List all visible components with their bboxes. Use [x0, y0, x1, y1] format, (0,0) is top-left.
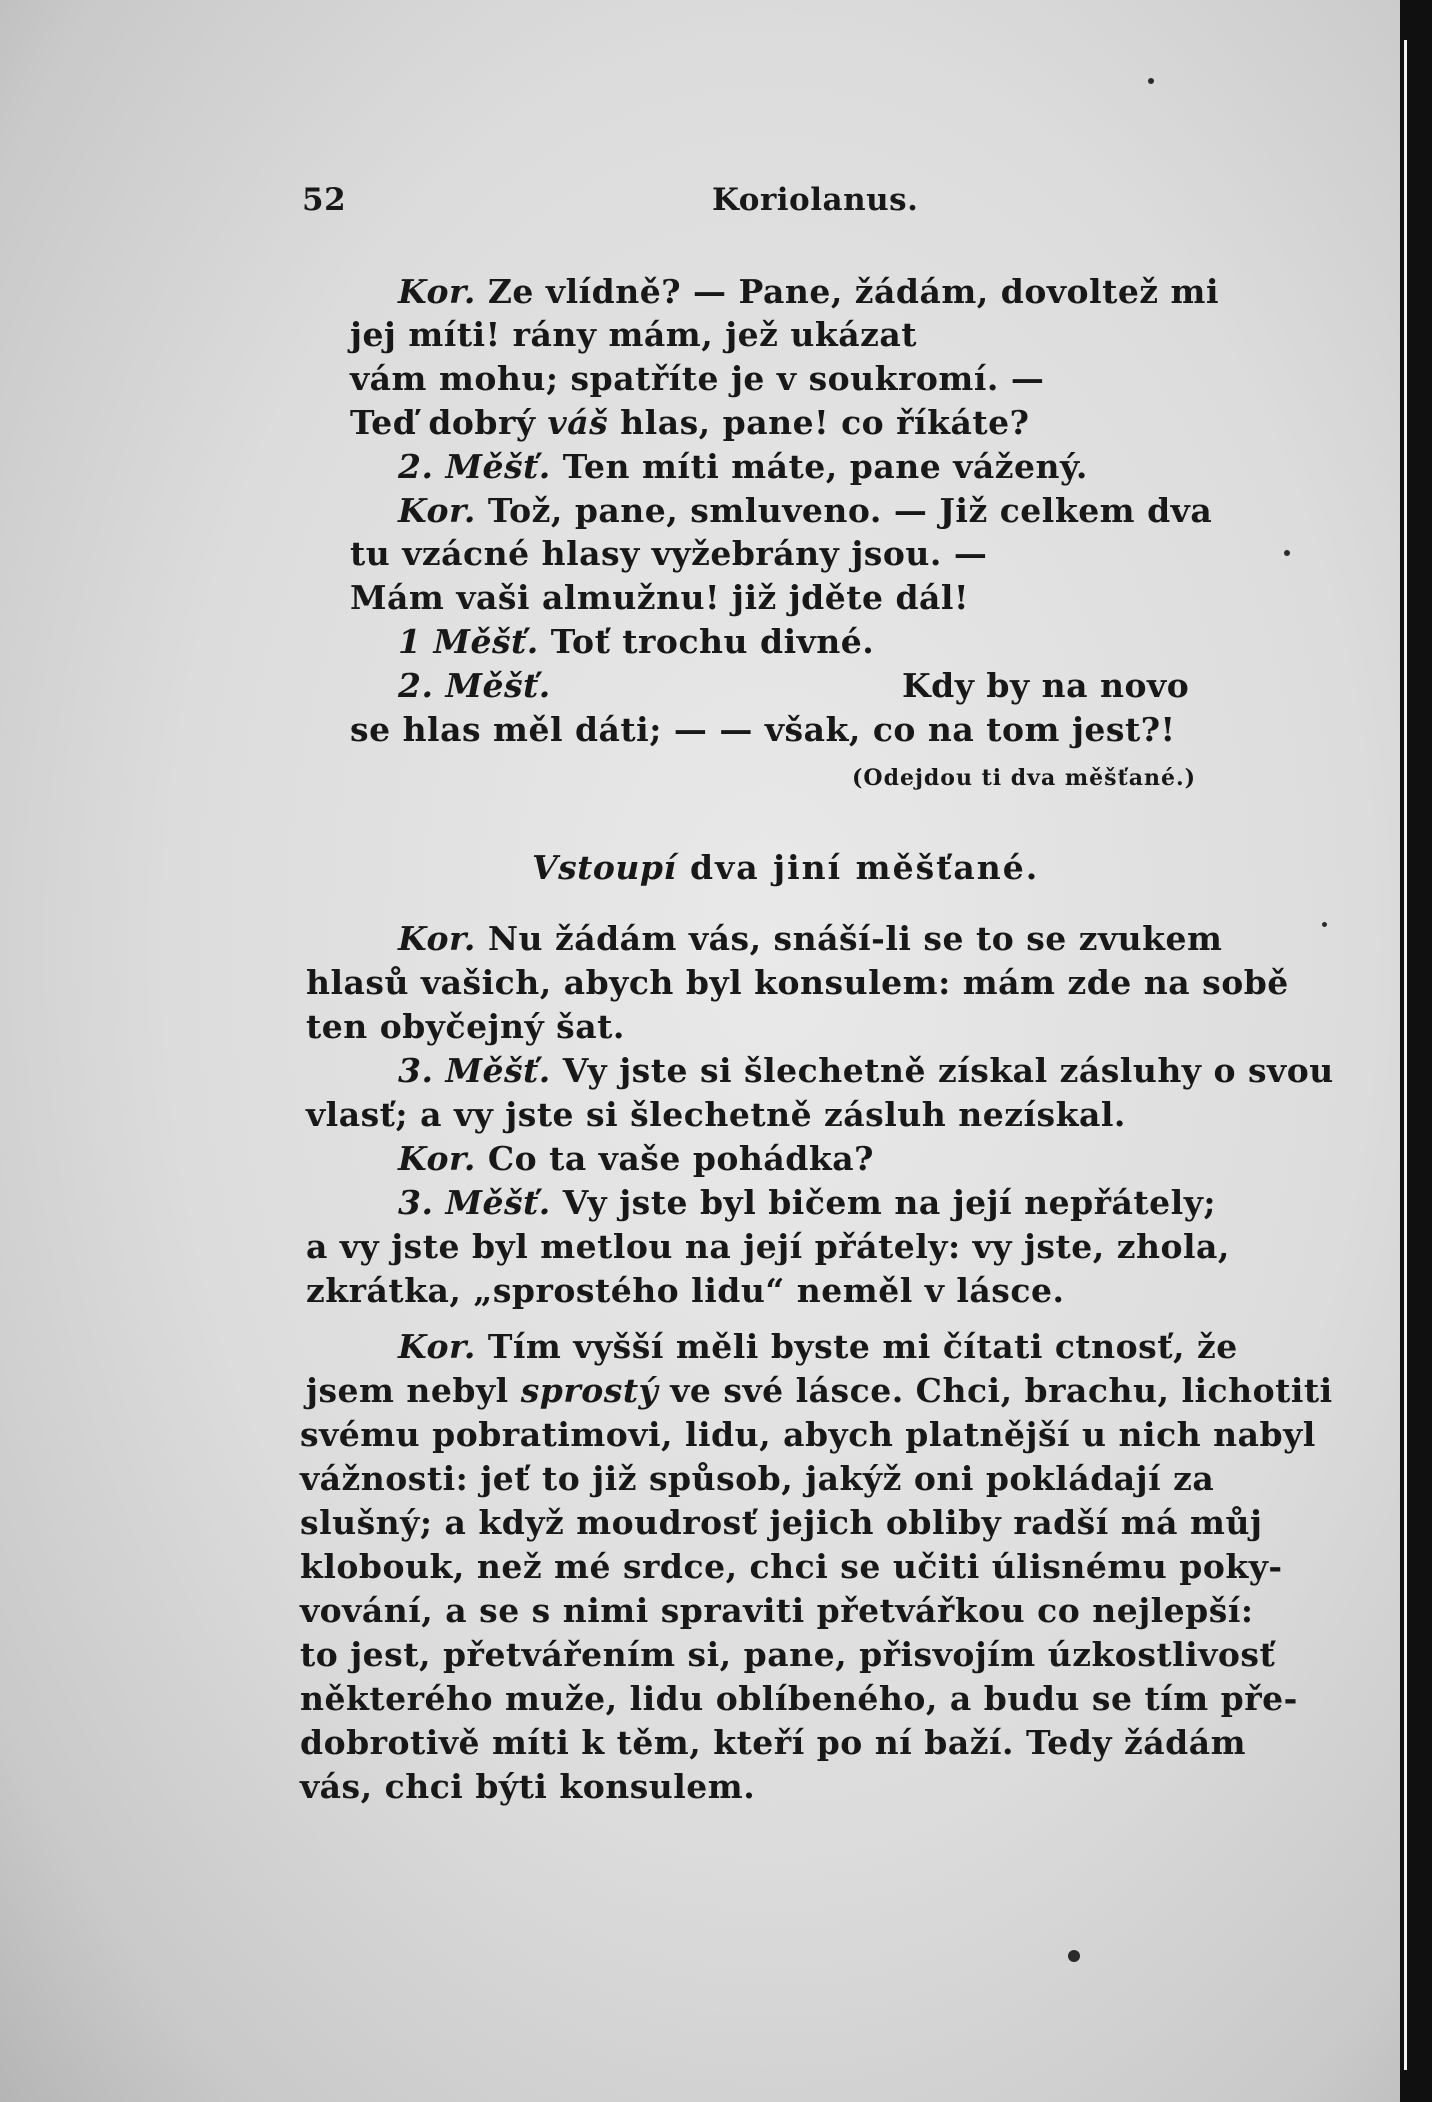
text-line: jej míti! rány mám, jež ukázat — [350, 315, 917, 354]
speaker-label: 2. Měšť. — [398, 666, 551, 705]
speaker-label: 3. Měšť. — [398, 1183, 551, 1222]
text-line: 2. Měšť. Ten míti máte, pane vážený. — [398, 447, 1088, 486]
speaker-label: Kor. — [398, 491, 476, 530]
text-line: Teď dobrý váš hlas, pane! co říkáte? — [350, 403, 1030, 442]
text-line: vás, chci býti konsulem. — [300, 1767, 756, 1806]
speaker-label: Kor. — [398, 272, 476, 311]
text-line: tu vzácné hlasy vyžebrány jsou. — — [350, 534, 988, 573]
page-number: 52 — [302, 182, 347, 218]
text-line: Kor. Co ta vaše pohádka? — [398, 1139, 874, 1178]
text-line: slušný; a když moudrosť jejich obliby radší má můj — [300, 1503, 1263, 1542]
text-line: svému pobratimovi, lidu, abych platnější u nich nabyl — [300, 1415, 1316, 1454]
text-line: zkrátka, „sprostého lidu“ neměl v lásce. — [306, 1271, 1065, 1310]
running-title: Koriolanus. — [712, 182, 919, 218]
ink-speck — [1322, 922, 1327, 927]
ink-speck — [1068, 1950, 1080, 1962]
ink-speck — [1148, 78, 1154, 84]
text-line: se hlas měl dáti; — — však, co na tom jest?! — [350, 710, 1176, 749]
text-line: vám mohu; spatříte je v soukromí. — — [350, 359, 1045, 398]
text-line: vážnosti: jeť to již spůsob, jakýž oni pokládají za — [300, 1459, 1215, 1498]
text-line: Kor. Tož, pane, smluveno. — Již celkem dva — [398, 491, 1213, 530]
text-line: to jest, přetvářením si, pane, přisvojím úzkostlivosť — [300, 1635, 1276, 1674]
emphasis: sprostý — [520, 1371, 659, 1410]
text-line: jsem nebyl sprostý ve své lásce. Chci, brachu, lichotiti — [306, 1371, 1333, 1410]
page-edge-line — [1404, 40, 1407, 2070]
text-line: Kor. Tím vyšší měli byste mi čítati ctnosť, že — [398, 1327, 1238, 1366]
text-line: 3. Měšť. Vy jste si šlechetně získal zásluhy o svou — [398, 1051, 1334, 1090]
speaker-label: Kor. — [398, 919, 476, 958]
speaker-label: Kor. — [398, 1327, 476, 1366]
text-line: dobrotivě míti k těm, kteří po ní baží. Tedy žádám — [300, 1723, 1247, 1762]
text-line: vování, a se s nimi spraviti přetvářkou co nejlepší: — [300, 1591, 1254, 1630]
ink-speck — [1284, 550, 1290, 556]
speaker-label: 1 Měšť. — [398, 622, 539, 661]
stage-direction: (Odejdou ti dva měšťané.) — [852, 765, 1197, 791]
text-line: vlasť; a vy jste si šlechetně zásluh nezískal. — [306, 1095, 1126, 1134]
text-line-continued: Kdy by na novo — [902, 666, 1190, 705]
text-line: 3. Měšť. Vy jste byl bičem na její nepřátely; — [398, 1183, 1217, 1222]
text-line: ten obyčejný šat. — [306, 1007, 625, 1046]
speaker-label: Kor. — [398, 1139, 476, 1178]
text-line: a vy jste byl metlou na její přátely: vy jste, zhola, — [306, 1227, 1230, 1266]
text-line: hlasů vašich, abych byl konsulem: mám zde na sobě — [306, 963, 1289, 1002]
text-line: klobouk, než mé srdce, chci se učiti úlisnému poky- — [300, 1547, 1283, 1586]
scene-heading: Vstoupí dva jiní měšťané. — [532, 848, 1040, 887]
text-line: Kor. Nu žádám vás, snáší-li se to se zvukem — [398, 919, 1223, 958]
text-line — [398, 664, 551, 708]
text-line: Kor. Ze vlídně? — Pane, žádám, dovoltež mi — [398, 272, 1219, 311]
speaker-label: 2. Měšť. — [398, 447, 551, 486]
text-line: některého muže, lidu oblíbeného, a budu se tím pře- — [300, 1679, 1298, 1718]
speaker-label: 3. Měšť. — [398, 1051, 551, 1090]
text-line: Mám vaši almužnu! již jděte dál! — [350, 578, 969, 617]
text-line: 1 Měšť. Toť trochu divné. — [398, 622, 875, 661]
emphasis: váš — [547, 403, 609, 442]
